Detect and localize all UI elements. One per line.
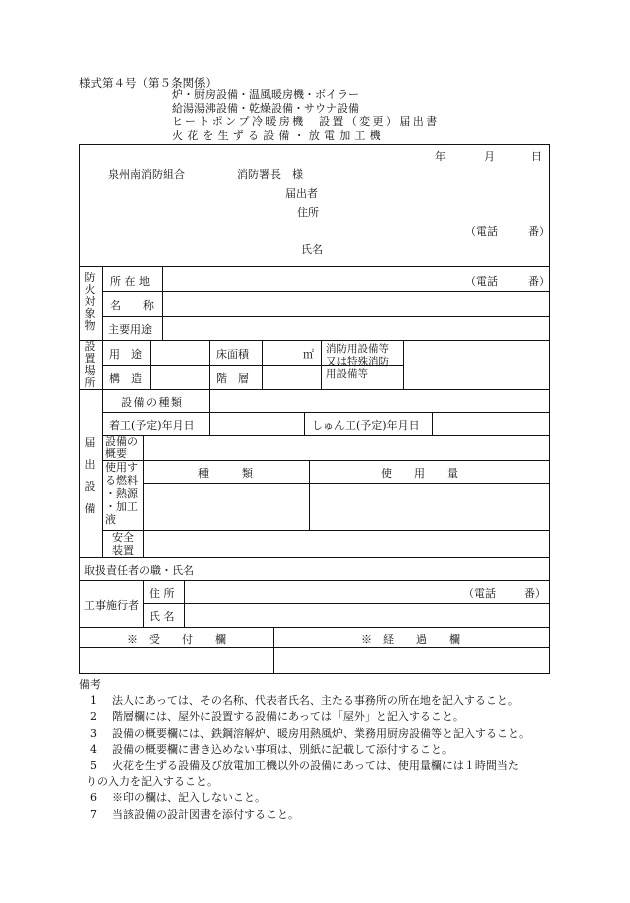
target-phone-label: （電話 <box>465 275 498 288</box>
note-item <box>79 709 569 725</box>
contractor-label: 工事施行者 <box>84 599 139 612</box>
fuel-line-1: 使用す <box>105 461 138 474</box>
notes-heading: 備考 <box>79 678 101 691</box>
note-text: 火花を生ずる設備及び放電加工機以外の設備にあっては、使用量欄には１時間当た <box>112 759 519 773</box>
divider-manager <box>79 580 550 581</box>
applicant-phone-label: （電話 <box>465 225 498 238</box>
vertical-char: 置 <box>84 352 96 365</box>
note-number: 6 <box>90 791 97 805</box>
notifier-label: 届出者 <box>285 187 318 200</box>
notes-section <box>79 677 569 823</box>
divider-eq-5 <box>102 530 550 531</box>
note-number: 4 <box>90 742 97 756</box>
divider-eq-3 <box>102 460 550 461</box>
title-line-3: ヒートポンプ冷暖房機 設置（変更）届出書 <box>172 115 440 128</box>
vline-section <box>102 266 103 557</box>
note-continuation: りの入力を記入すること。 <box>86 775 218 789</box>
outline-line-2: 概要 <box>105 447 127 460</box>
date-day: 日 <box>531 150 542 163</box>
note-text: ※印の欄は、記入しないこと。 <box>112 791 266 805</box>
divider-eq-1 <box>102 412 550 413</box>
divider-target-2 <box>102 316 550 317</box>
receipt-column-label: ※ 受 付 欄 <box>127 633 226 646</box>
note-number: 3 <box>90 726 97 740</box>
manager-label: 取扱責任者の職・氏名 <box>84 564 194 577</box>
title-line-4: 火花を生ずる設備・放電加工機 <box>172 128 385 142</box>
note-number: 5 <box>90 759 97 773</box>
fuel-line-4: ・加工 <box>105 500 138 513</box>
site-use-label: 用 途 <box>109 348 142 361</box>
vline-eq-label <box>143 435 144 557</box>
vertical-char: 備 <box>84 502 96 515</box>
progress-column-label: ※ 経 過 欄 <box>361 633 460 646</box>
vline-site-5 <box>403 340 404 389</box>
divider-site-end <box>79 389 550 390</box>
vertical-char: 設 <box>84 480 96 493</box>
vertical-char: 出 <box>84 458 96 471</box>
divider-contractor <box>79 627 550 628</box>
vertical-char: 場 <box>84 364 96 377</box>
addressee-title: 消防署長 様 <box>237 168 303 181</box>
target-name-label: 名 称 <box>110 299 154 312</box>
note-text: 設備の概要欄には、鉄鋼溶解炉、暖房用熱風炉、業務用厨房設備等と記入すること。 <box>112 726 530 740</box>
title-line-2: 給湯湯沸設備・乾燥設備・サウナ設備 <box>172 101 359 115</box>
vline-site-2 <box>209 340 210 389</box>
fire-equipment-line-1: 消防用設備等 <box>326 343 389 355</box>
divider-eq-2 <box>102 435 550 436</box>
equipment-type-label: 設備の種類 <box>121 396 184 409</box>
fuel-line-3: ・熱源 <box>105 487 138 500</box>
fire-equipment-line-3: 用設備等 <box>326 368 368 380</box>
applicant-address-label: 住所 <box>297 206 319 219</box>
safety-line-2: 装置 <box>112 544 134 557</box>
vline-eq-date-1 <box>304 412 305 435</box>
divider-eq-end <box>79 557 550 558</box>
vline-target-label <box>162 266 163 340</box>
site-fire-equipment-label <box>326 343 389 381</box>
notes-list <box>79 693 569 823</box>
contractor-address-label: 住 所 <box>149 587 175 600</box>
equipment-start-label: 着工(予定)年月日 <box>109 419 195 432</box>
safety-line-1: 安全 <box>112 531 134 544</box>
vline-eq-type <box>209 389 210 435</box>
note-number: 2 <box>90 710 97 724</box>
divider-office <box>79 647 550 648</box>
vline-site-1 <box>150 340 151 389</box>
note-item <box>79 758 569 774</box>
site-section-label <box>84 341 96 389</box>
note-text: 設備の概要欄に書き込めない事項は、別紙に記載して添付すること。 <box>112 742 453 756</box>
target-location-label: 所 在 地 <box>110 275 150 288</box>
vertical-char: 防 <box>84 271 96 284</box>
note-text: 法人にあっては、その名称、代表者氏名、主たる事務所の所在地を記入すること。 <box>112 694 519 708</box>
divider-contractor-mid <box>143 603 550 604</box>
equipment-safety-label <box>112 531 134 557</box>
fuel-line-5: 液 <box>105 513 116 526</box>
note-item <box>79 790 569 806</box>
vertical-char: 設 <box>84 340 96 353</box>
fuel-line-2: る燃料 <box>105 474 138 487</box>
date-month: 月 <box>484 150 495 163</box>
title-line-1: 炉・厨房設備・温風暖房機・ボイラー <box>172 88 359 101</box>
date-year: 年 <box>435 150 446 163</box>
applicant-phone-suffix: 番） <box>528 225 550 238</box>
vline-site-4 <box>321 340 322 389</box>
note-number: 7 <box>90 807 97 821</box>
vline-eq-fuel <box>309 460 310 530</box>
vertical-char: 火 <box>84 283 96 296</box>
divider-eq-4 <box>143 483 550 484</box>
site-floor-area-label: 床面積 <box>216 348 249 361</box>
vline-contractor <box>143 580 144 627</box>
equipment-outline-label <box>105 436 138 460</box>
divider-applicant <box>79 266 550 267</box>
vline-site-3 <box>262 340 263 389</box>
note-item <box>79 726 569 742</box>
note-item <box>79 742 569 758</box>
fire-equipment-line-2: 又は特殊消防 <box>326 355 389 368</box>
note-text: 当該設備の設計図書を添付すること。 <box>112 807 299 821</box>
equipment-finish-label: しゅん工(予定)年月日 <box>312 419 420 432</box>
note-item <box>79 807 569 823</box>
note-item <box>79 693 569 709</box>
contractor-phone-suffix: 番） <box>524 587 546 600</box>
vline-office <box>273 627 274 674</box>
equipment-section-label <box>84 432 96 520</box>
vertical-char: 対 <box>84 295 96 308</box>
outline-line-1: 設備の <box>105 435 138 448</box>
divider-target-1 <box>102 291 550 292</box>
site-floor-area-unit: ㎡ <box>303 348 314 361</box>
site-floor-label: 階 層 <box>216 372 249 385</box>
vertical-char: 届 <box>84 436 96 449</box>
target-section-label <box>84 272 96 332</box>
vertical-char: 所 <box>84 376 96 389</box>
note-number: 1 <box>90 694 97 708</box>
vline-eq-date-2 <box>432 412 433 435</box>
form-title <box>172 88 440 142</box>
note-text: 階層欄には、屋外に設置する設備にあっては「屋外」と記入すること。 <box>112 710 464 724</box>
fuel-amount-column: 使 用 量 <box>381 467 458 480</box>
applicant-name-label: 氏名 <box>301 243 323 256</box>
contractor-phone-label: （電話 <box>463 587 496 600</box>
target-phone-suffix: 番） <box>528 275 550 288</box>
equipment-fuel-label <box>105 461 138 526</box>
form-number: 様式第４号（第５条関係） <box>79 76 217 90</box>
vertical-char: 物 <box>84 319 96 332</box>
vertical-char: 象 <box>84 307 96 320</box>
site-structure-label: 構 造 <box>109 372 142 385</box>
fuel-kind-column: 種 類 <box>198 467 253 480</box>
target-use-label: 主要用途 <box>108 323 152 336</box>
vline-contractor-2 <box>184 580 185 627</box>
contractor-name-label: 氏 名 <box>149 610 175 623</box>
addressee-org: 泉州南消防組合 <box>108 168 185 181</box>
